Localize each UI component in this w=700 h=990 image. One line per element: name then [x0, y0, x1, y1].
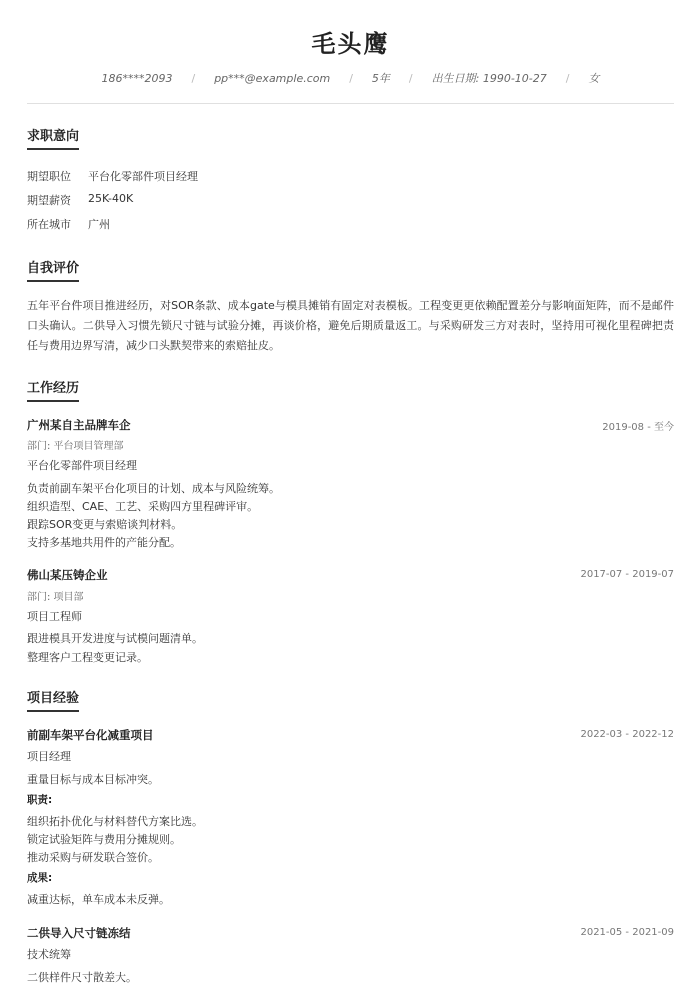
section-underline	[27, 710, 79, 712]
section-title-evaluation: 自我评价	[27, 261, 80, 276]
email-address: pp***@example.com	[214, 71, 331, 85]
job-date: 2019-08 - 至今	[602, 422, 674, 433]
project-duty: 组织拓扑优化与材料替代方案比选。	[27, 815, 203, 828]
project-duty: 推动采购与研发联合签价。	[27, 851, 159, 864]
job-duty: 跟进模具开发进度与试模问题清单。	[27, 632, 203, 645]
project-description: 重量目标与成本目标冲突。	[27, 773, 159, 786]
header-divider	[27, 103, 674, 104]
project-name: 二供导入尺寸链冻结	[27, 926, 131, 940]
candidate-name: 毛头鹰	[311, 30, 390, 58]
section-title-projects: 项目经验	[27, 691, 80, 706]
job-department: 部门: 平台项目管理部	[27, 441, 124, 452]
contact-separator: /	[565, 71, 570, 85]
project-name: 前副车架平台化减重项目	[27, 728, 154, 742]
contact-bar	[27, 70, 674, 86]
job-duty: 支持多基地共用件的产能分配。	[27, 536, 181, 549]
job-duty: 组织造型、CAE、工艺、采购四方里程碑评审。	[27, 500, 259, 513]
job-company: 广州某自主品牌车企	[27, 418, 131, 432]
project-date: 2022-03 - 2022-12	[580, 729, 674, 740]
project-description: 二供样件尺寸散差大。	[27, 971, 137, 984]
evaluation-text: 五年平台件项目推进经历，对SOR条款、成本gate与模具摊销有固定对表模板。工程变更更依赖配置差分与影响面矩阵，而不是邮件口头确认。二供导入习惯先锁尺寸链与试验分摊，再谈价格，避免后期质量返工。与采购研发三方对表时，坚持用可视化里程碑把责任与费用边界写清，减少口头默契带来的索赔扯皮。	[27, 299, 674, 352]
section-underline	[27, 280, 79, 282]
project-role: 项目经理	[27, 750, 71, 763]
project-duty: 锁定试验矩阵与费用分摊规则。	[27, 833, 181, 846]
gender: 女	[588, 72, 600, 85]
job-role: 项目工程师	[27, 610, 82, 623]
project-date: 2021-05 - 2021-09	[580, 927, 674, 938]
position-value: 平台化零部件项目经理	[88, 170, 198, 183]
project-role: 技术统筹	[27, 948, 71, 961]
job-duty: 跟踪SOR变更与索赔谈判材料。	[27, 518, 183, 531]
duty-heading: 职责:	[27, 794, 53, 806]
section-title-intent: 求职意向	[27, 129, 80, 144]
job-date: 2017-07 - 2019-07	[580, 569, 674, 580]
salary-value: 25K-40K	[88, 192, 134, 205]
project-result: 减重达标，单车成本未反弹。	[27, 893, 170, 906]
section-title-work: 工作经历	[27, 381, 80, 396]
job-duty: 整理客户工程变更记录。	[27, 651, 148, 664]
salary-label: 期望薪资	[27, 194, 71, 207]
position-label: 期望职位	[27, 170, 71, 183]
contact-separator: /	[349, 71, 353, 85]
contact-separator: /	[191, 71, 196, 85]
job-department: 部门: 项目部	[27, 592, 84, 603]
birth-date: 出生日期: 1990-10-27	[431, 72, 547, 85]
result-heading: 成果:	[27, 872, 53, 884]
job-role: 平台化零部件项目经理	[27, 459, 137, 472]
phone-number: 186****2093	[101, 71, 173, 85]
section-underline	[27, 148, 79, 150]
city-value: 广州	[88, 218, 110, 231]
job-company: 佛山某压铸企业	[27, 568, 108, 582]
job-duty: 负责前副车架平台化项目的计划、成本与风险统筹。	[27, 482, 280, 495]
section-underline	[27, 400, 79, 402]
work-years: 5年	[371, 72, 390, 85]
city-label: 所在城市	[27, 218, 71, 231]
contact-separator: /	[408, 71, 413, 85]
